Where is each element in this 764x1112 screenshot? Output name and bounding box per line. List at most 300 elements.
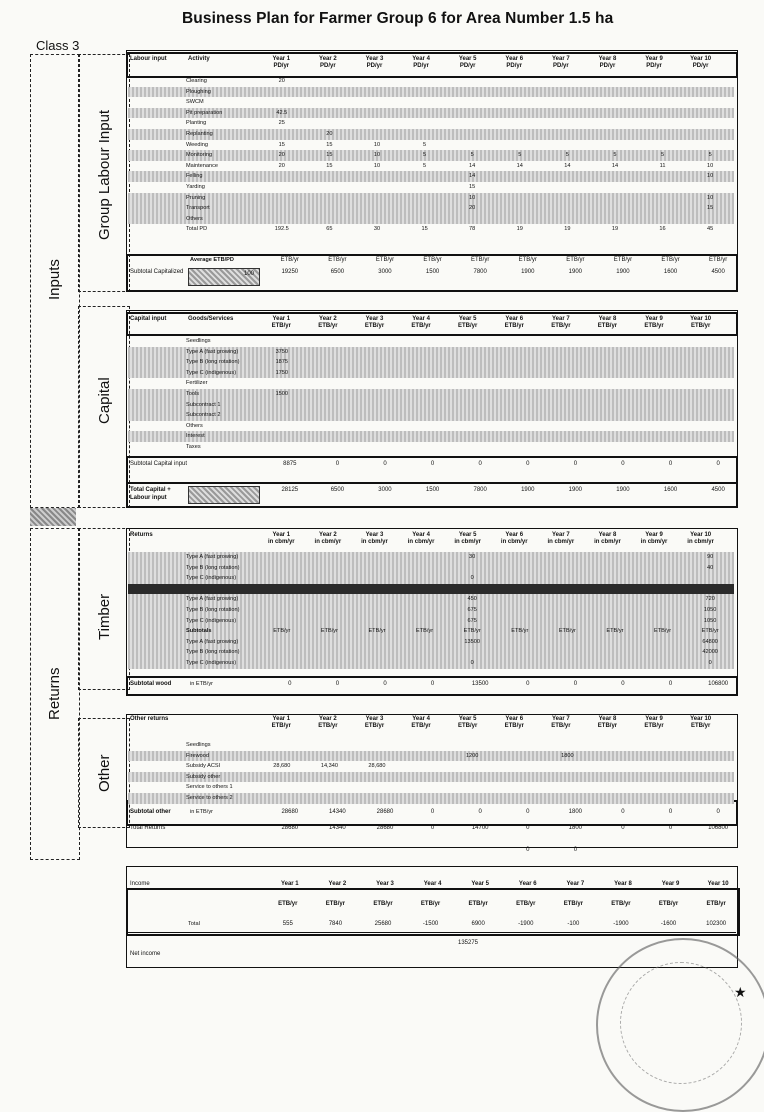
year-header: Year 1 ETB/yr — [271, 316, 291, 329]
capital-rows — [128, 336, 734, 453]
table-row — [128, 626, 734, 637]
other-header-first: Other returns — [130, 716, 169, 722]
capital-subtotal-line — [128, 460, 742, 468]
table-row — [128, 224, 734, 235]
table-cell[interactable]: 64800 — [702, 638, 718, 645]
income-total-cell: -1900 — [518, 921, 534, 927]
capital-total-cell: 1900 — [521, 487, 535, 493]
income-unit-line — [128, 900, 740, 908]
row-label: Type A (fast growing) — [186, 348, 239, 355]
income-total-cell: -1500 — [422, 921, 439, 927]
returns-extra-line — [128, 846, 742, 854]
other-subtotal-cell: 28680 — [281, 809, 299, 815]
table-cell[interactable]: 90 — [707, 554, 714, 560]
capital-total-line — [128, 486, 742, 507]
capital-subtotal-cell: 0 — [526, 461, 530, 467]
year-header: Year 3 PD/yr — [365, 56, 384, 69]
timber-side-label: Timber — [96, 593, 113, 640]
table-cell[interactable]: 5 — [613, 152, 617, 159]
inputs-side-label: Inputs — [46, 259, 63, 300]
capital-subtotal-cell: 0 — [716, 461, 720, 467]
table-cell[interactable]: 5 — [708, 152, 712, 159]
row-label: Subsidy ACSI — [186, 763, 221, 770]
other-subtotal-cell: 14340 — [329, 809, 346, 815]
net-income-line — [128, 950, 210, 958]
table-row — [128, 442, 734, 453]
returns-extra-cell: 0 — [573, 847, 578, 853]
table-row — [128, 740, 734, 751]
table-cell[interactable]: 5 — [470, 152, 474, 159]
income-total-cell: -100 — [567, 921, 580, 927]
table-cell[interactable]: 19 — [516, 226, 523, 233]
total-returns-label: Total Returns — [130, 825, 166, 831]
row-label: Type C (indigenous) — [186, 617, 237, 624]
total-returns-cell: 0 — [668, 825, 673, 831]
timber-header-first: Returns — [130, 532, 153, 538]
other-rows — [128, 740, 734, 804]
total-returns-cell: 0 — [430, 825, 435, 831]
table-row — [128, 378, 734, 389]
table-cell[interactable]: ETB/yr — [273, 628, 291, 635]
table-cell[interactable]: 42000 — [702, 649, 718, 656]
year-header: Year 7 PD/yr — [552, 56, 570, 69]
stamp-star-icon: ★ — [734, 984, 747, 1000]
timber-subtotal-cell: 0 — [335, 681, 340, 687]
income-year-header: Year 6 — [518, 881, 537, 887]
table-cell[interactable]: 10 — [373, 141, 381, 148]
row-label: Others — [186, 215, 203, 222]
row-label: Seedlings — [186, 742, 211, 748]
table-cell[interactable]: 5 — [565, 152, 569, 159]
capital-subtotal-cell: 0 — [668, 461, 673, 467]
other-subtotal-cell: 0 — [430, 809, 435, 815]
year-header: Year 5 in cbm/yr — [454, 532, 482, 545]
table-cell[interactable]: 14 — [516, 162, 523, 169]
row-label: Clearing — [186, 78, 207, 84]
table-cell[interactable]: 15 — [469, 183, 476, 190]
avg-etb-label: Average ETB/PD — [190, 257, 234, 263]
row-label: Fertilizer — [186, 380, 208, 387]
row-label: Type B (long rotation) — [186, 564, 240, 571]
other-subtotal-unit: in ETB/yr — [190, 809, 214, 815]
year-header: Year 8 ETB/yr — [597, 716, 618, 729]
row-label: Subcontract 1 — [186, 401, 221, 408]
table-row — [128, 616, 734, 627]
table-cell[interactable]: 1875 — [275, 359, 289, 366]
table-cell[interactable]: 15 — [326, 152, 333, 159]
returns-side-label: Returns — [46, 667, 63, 720]
year-header: Year 5 PD/yr — [458, 56, 477, 69]
table-cell[interactable]: 42.5 — [276, 109, 288, 116]
row-label: Total PD — [186, 226, 208, 233]
timber-header-second — [188, 532, 268, 546]
capital-total-cell: 1900 — [616, 487, 630, 493]
table-cell[interactable]: ETB/yr — [320, 628, 338, 635]
table-cell[interactable]: 19 — [564, 226, 571, 233]
income-year-header: Year 5 — [471, 881, 490, 887]
table-cell[interactable]: 0 — [470, 575, 474, 582]
table-row — [128, 782, 734, 793]
table-cell[interactable]: 20 — [326, 130, 333, 137]
page-title: Business Plan for Farmer Group 6 for Area Number 1.5 ha — [182, 10, 614, 27]
row-label: Type A (fast growing) — [186, 596, 239, 603]
table-row — [128, 421, 734, 432]
capital-subtotal-cell: 0 — [335, 461, 340, 467]
table-cell[interactable]: 25 — [278, 120, 285, 127]
row-label: Seedlings — [186, 338, 211, 344]
table-row — [128, 431, 734, 442]
timber-subtotal-label: Subtotal wood — [130, 681, 172, 687]
table-cell[interactable]: 20 — [469, 205, 476, 212]
table-cell[interactable]: 5 — [423, 141, 427, 148]
table-cell[interactable]: 20 — [278, 152, 285, 159]
capital-subtotal-cell: 0 — [573, 461, 578, 467]
income-unit-header: ETB/yr — [611, 901, 631, 907]
row-label: Service to others 1 — [186, 784, 233, 791]
table-row — [128, 203, 734, 214]
table-cell[interactable]: ETB/yr — [463, 628, 481, 635]
income-total-cell: 102300 — [706, 921, 727, 927]
year-header: Year 10 PD/yr — [690, 56, 712, 69]
income-year-header: Year 4 — [423, 881, 442, 887]
timber-subtotal-cell: 106800 — [708, 681, 729, 687]
year-header: Year 4 PD/yr — [412, 56, 430, 69]
table-row — [128, 140, 734, 151]
table-row — [128, 97, 734, 108]
timber-subtotal-cell: 0 — [573, 681, 578, 687]
row-label: Type B (long rotation) — [186, 649, 240, 656]
table-cell[interactable]: ETB/yr — [416, 628, 434, 635]
other-subtotal-line — [128, 808, 742, 816]
year-header: Year 7 ETB/yr — [551, 716, 571, 729]
etb-unit-header: ETB/yr — [708, 257, 728, 263]
income-total-cell: 7840 — [328, 921, 343, 927]
table-cell[interactable]: 1800 — [561, 752, 574, 759]
year-header: Year 2 PD/yr — [319, 56, 337, 69]
income-year-header: Year 1 — [280, 881, 299, 887]
table-cell[interactable]: 15 — [326, 141, 333, 148]
etb-unit-header: ETB/yr — [471, 257, 490, 263]
other-subtotal-cell: 1800 — [568, 809, 583, 815]
year-header: Year 4 in cbm/yr — [407, 532, 435, 545]
total-returns-cell: 1800 — [568, 825, 583, 831]
row-label: Type C (indigenous) — [186, 575, 237, 582]
table-cell[interactable]: 720 — [705, 596, 715, 603]
year-header: Year 8 PD/yr — [598, 56, 617, 69]
capital-subtotal-label: Subtotal Capital input — [130, 461, 188, 467]
labour-subtotal-cell: 1900 — [521, 269, 535, 275]
table-cell[interactable]: ETB/yr — [654, 628, 672, 635]
table-row — [128, 76, 734, 87]
year-header: Year 10 ETB/yr — [690, 316, 712, 329]
timber-subtotal-cell: 0 — [430, 681, 435, 687]
total-returns-cell: 0 — [621, 825, 625, 831]
table-cell[interactable]: 19 — [611, 226, 619, 233]
table-cell[interactable]: 1050 — [703, 617, 717, 624]
capital-subtotal-cell: 8875 — [283, 461, 297, 467]
income-unit-header: ETB/yr — [420, 901, 441, 907]
table-cell[interactable]: 40 — [707, 564, 714, 571]
table-cell[interactable]: 15 — [707, 205, 714, 212]
capital-total-cell: 1900 — [568, 487, 583, 493]
income-year-header: Year 2 — [328, 881, 347, 887]
table-cell[interactable]: 675 — [467, 606, 477, 613]
year-header: Year 3 ETB/yr — [364, 316, 385, 329]
table-cell[interactable]: ETB/yr — [701, 628, 719, 635]
capital-total-cell: 7800 — [473, 487, 487, 493]
row-label: Firewood — [186, 752, 210, 759]
year-header: Year 6 PD/yr — [505, 56, 524, 69]
table-row — [128, 552, 734, 563]
year-header: Year 5 ETB/yr — [458, 716, 478, 729]
other-subtotal-cell: 0 — [668, 809, 673, 815]
table-cell[interactable]: 192.5 — [274, 226, 289, 233]
row-label: Type A (fast growing) — [186, 554, 239, 560]
row-label: Ploughing — [186, 88, 211, 95]
table-row — [128, 751, 734, 762]
table-cell[interactable]: 78 — [469, 226, 476, 233]
returns-extra-cell — [599, 846, 647, 854]
labour-subtotal-cell: 6500 — [330, 269, 345, 275]
table-cell[interactable]: ETB/yr — [368, 628, 386, 635]
income-year-header: Year 3 — [376, 881, 394, 887]
table-cell[interactable]: 5 — [423, 152, 427, 159]
group-labour-side-label: Group Labour Input — [96, 109, 113, 240]
capital-header-second: Goods/Services — [188, 316, 234, 322]
year-header: Year 9 ETB/yr — [644, 316, 664, 329]
table-cell[interactable]: 20 — [278, 162, 285, 169]
timber-subtotal-cell: 0 — [383, 681, 387, 687]
year-header: Year 3 ETB/yr — [364, 716, 385, 729]
table-cell[interactable]: 1750 — [275, 369, 289, 376]
table-cell[interactable]: 15 — [278, 141, 285, 148]
income-year-header: Year 10 — [707, 881, 729, 887]
row-label: Taxes — [186, 443, 201, 450]
year-header: Year 6 ETB/yr — [504, 716, 524, 729]
table-cell[interactable]: 65 — [326, 226, 333, 233]
official-stamp-inner — [620, 962, 742, 1084]
row-label: Type A (fast growing) — [186, 638, 239, 645]
table-cell[interactable]: 14 — [611, 162, 619, 169]
labour-subtotal-cell: 1500 — [425, 269, 440, 275]
timber-header — [130, 532, 724, 546]
table-cell[interactable]: 450 — [467, 596, 477, 603]
capital-header-first: Capital input — [130, 316, 167, 322]
year-header: Year 9 PD/yr — [645, 56, 663, 69]
table-cell[interactable]: 14 — [564, 162, 571, 169]
table-row — [128, 171, 734, 182]
year-header: Year 3 in cbm/yr — [361, 532, 388, 545]
labour-subtotal-cell: 1600 — [663, 269, 678, 275]
income-unit-header: ETB/yr — [325, 901, 346, 907]
net-income-label: Net income — [130, 951, 161, 957]
year-header: Year 7 ETB/yr — [551, 316, 571, 329]
etb-unit-header: ETB/yr — [280, 257, 299, 263]
row-label: Subsidy other — [186, 773, 221, 780]
table-cell[interactable]: 15 — [421, 226, 428, 233]
year-header: Year 10 ETB/yr — [690, 716, 712, 729]
income-label: Income — [130, 881, 150, 887]
table-row — [128, 214, 734, 225]
table-row — [128, 400, 734, 411]
table-cell[interactable]: ETB/yr — [606, 628, 624, 635]
row-label: Interest — [186, 433, 205, 440]
income-year-header: Year 8 — [614, 881, 632, 887]
table-row — [128, 118, 734, 129]
income-total-cell: 555 — [282, 921, 293, 927]
income-year-header: Year 9 — [661, 881, 680, 887]
row-label: Tools — [186, 390, 200, 397]
table-cell[interactable]: 30 — [469, 554, 476, 560]
table-row — [128, 594, 734, 605]
table-cell[interactable]: 10 — [707, 194, 714, 201]
net-income-value: 135275 — [458, 940, 479, 946]
table-cell[interactable]: ETB/yr — [511, 628, 529, 635]
table-row — [128, 584, 734, 595]
table-cell[interactable]: 10 — [373, 152, 381, 159]
year-header: Year 2 in cbm/yr — [314, 532, 342, 545]
table-cell[interactable]: 1500 — [275, 390, 289, 397]
table-cell[interactable]: 13500 — [464, 638, 480, 645]
labour-subtotal-cell: 1900 — [568, 269, 583, 275]
table-cell[interactable]: 15 — [326, 162, 333, 169]
table-cell[interactable]: 14,340 — [320, 763, 338, 770]
labour-subtotal-cell: 7800 — [473, 269, 487, 275]
table-row — [128, 193, 734, 204]
capital-total-cell: 3000 — [378, 487, 392, 493]
row-label: Pruning — [186, 194, 206, 201]
timber-subtotal-cell: 0 — [526, 681, 530, 687]
table-row — [128, 772, 734, 783]
timber-subtotal-cell: 0 — [621, 681, 625, 687]
total-returns-cell: 14700 — [471, 825, 489, 831]
row-label: Others — [186, 422, 203, 429]
returns-extra-cell: 0 — [526, 847, 530, 853]
table-cell[interactable]: 10 — [707, 173, 714, 180]
capital-total-cell: 28125 — [281, 487, 299, 493]
total-capital-input-box[interactable] — [188, 486, 260, 504]
table-cell[interactable]: 675 — [467, 617, 477, 624]
total-returns-cell: 28680 — [281, 825, 299, 831]
other-subtotal-cell: 0 — [621, 809, 625, 815]
table-cell[interactable]: 10 — [373, 162, 381, 169]
etb-unit-header: ETB/yr — [375, 257, 395, 263]
table-cell[interactable]: 5 — [518, 152, 522, 159]
year-header: Year 7 in cbm/yr — [547, 532, 575, 545]
table-cell[interactable]: 14 — [469, 173, 476, 180]
row-label: Planting — [186, 120, 207, 127]
income-total-cell: 25680 — [374, 921, 392, 927]
table-cell[interactable]: 1200 — [465, 752, 479, 759]
row-label: Type B (long rotation) — [186, 359, 240, 366]
income-divider — [126, 932, 736, 933]
table-cell[interactable]: 11 — [659, 162, 666, 169]
row-label: Service to others 2 — [186, 794, 233, 801]
row-label: Type C (indigenous) — [186, 369, 237, 376]
etb-unit-header: ETB/yr — [518, 257, 537, 263]
table-cell[interactable]: 0 — [708, 659, 712, 666]
timber-subtotal-cell: 0 — [668, 681, 673, 687]
table-cell[interactable]: 14 — [469, 162, 476, 169]
income-unit-header: ETB/yr — [278, 901, 298, 907]
table-cell[interactable]: 10 — [469, 194, 476, 201]
shaded-marker — [30, 508, 76, 526]
table-cell[interactable]: 5 — [660, 152, 665, 159]
table-row — [128, 357, 734, 368]
table-row — [128, 161, 734, 172]
table-cell[interactable]: 0 — [470, 659, 474, 666]
total-returns-line — [128, 824, 742, 832]
table-row — [128, 150, 734, 161]
row-label: Maintenance — [186, 162, 219, 169]
row-label: Felling — [186, 173, 203, 180]
timber-subtotal-line — [128, 680, 742, 688]
year-header: Year 8 ETB/yr — [597, 316, 618, 329]
capital-total-cell: 6500 — [330, 487, 345, 493]
capital-header — [130, 316, 724, 330]
table-cell[interactable]: 5 — [423, 162, 427, 169]
returns-extra-cell — [266, 846, 314, 854]
income-total-line — [128, 920, 740, 928]
income-total-label: Total — [188, 921, 200, 927]
table-row — [128, 605, 734, 616]
timber-rows — [128, 552, 734, 669]
table-cell[interactable]: 30 — [373, 226, 381, 233]
year-header: Year 2 ETB/yr — [318, 316, 338, 329]
table-cell[interactable]: 10 — [707, 162, 714, 169]
other-side-label: Other — [96, 754, 113, 792]
table-cell[interactable]: 3750 — [275, 348, 289, 355]
etb-unit-header: ETB/yr — [328, 257, 347, 263]
table-cell[interactable]: 28,680 — [368, 763, 386, 770]
row-label: Transport — [186, 205, 210, 212]
year-header: Year 4 ETB/yr — [411, 316, 431, 329]
table-cell[interactable]: ETB/yr — [558, 628, 576, 635]
labour-subtotal-cell: 19250 — [281, 269, 299, 275]
year-header: Year 5 ETB/yr — [458, 316, 478, 329]
capital-total-cell: 4500 — [711, 487, 725, 493]
table-cell[interactable]: 28,680 — [273, 763, 291, 770]
year-header: Year 4 ETB/yr — [411, 716, 431, 729]
table-cell[interactable]: 45 — [707, 226, 714, 233]
labour-header-second: Activity — [188, 56, 210, 62]
table-cell[interactable]: 1050 — [703, 606, 717, 613]
table-row — [128, 389, 734, 400]
other-header — [130, 716, 724, 730]
row-label: Subtotals — [186, 628, 212, 635]
capital-subtotal-cell: 0 — [430, 461, 435, 467]
income-unit-header: ETB/yr — [706, 901, 726, 907]
total-returns-cell: 0 — [526, 825, 530, 831]
table-row — [128, 368, 734, 379]
other-subtotal-cell: 0 — [716, 809, 720, 815]
table-row — [128, 108, 734, 119]
class-label: Class 3 — [36, 38, 80, 53]
income-unit-header: ETB/yr — [468, 901, 488, 907]
table-row — [128, 658, 734, 669]
year-header: Year 6 in cbm/yr — [500, 532, 528, 545]
year-header: Year 6 ETB/yr — [504, 316, 524, 329]
income-year-header: Year 7 — [566, 881, 585, 887]
returns-extra-cell — [647, 846, 695, 854]
row-label: Replanting — [186, 130, 213, 137]
returns-extra-cell — [694, 846, 742, 854]
year-header: Year 8 in cbm/yr — [594, 532, 621, 545]
table-cell[interactable]: 16 — [659, 226, 666, 233]
year-header: Year 1 PD/yr — [272, 56, 291, 69]
table-cell[interactable]: 20 — [278, 78, 285, 84]
income-total-cell: -1600 — [660, 921, 677, 927]
